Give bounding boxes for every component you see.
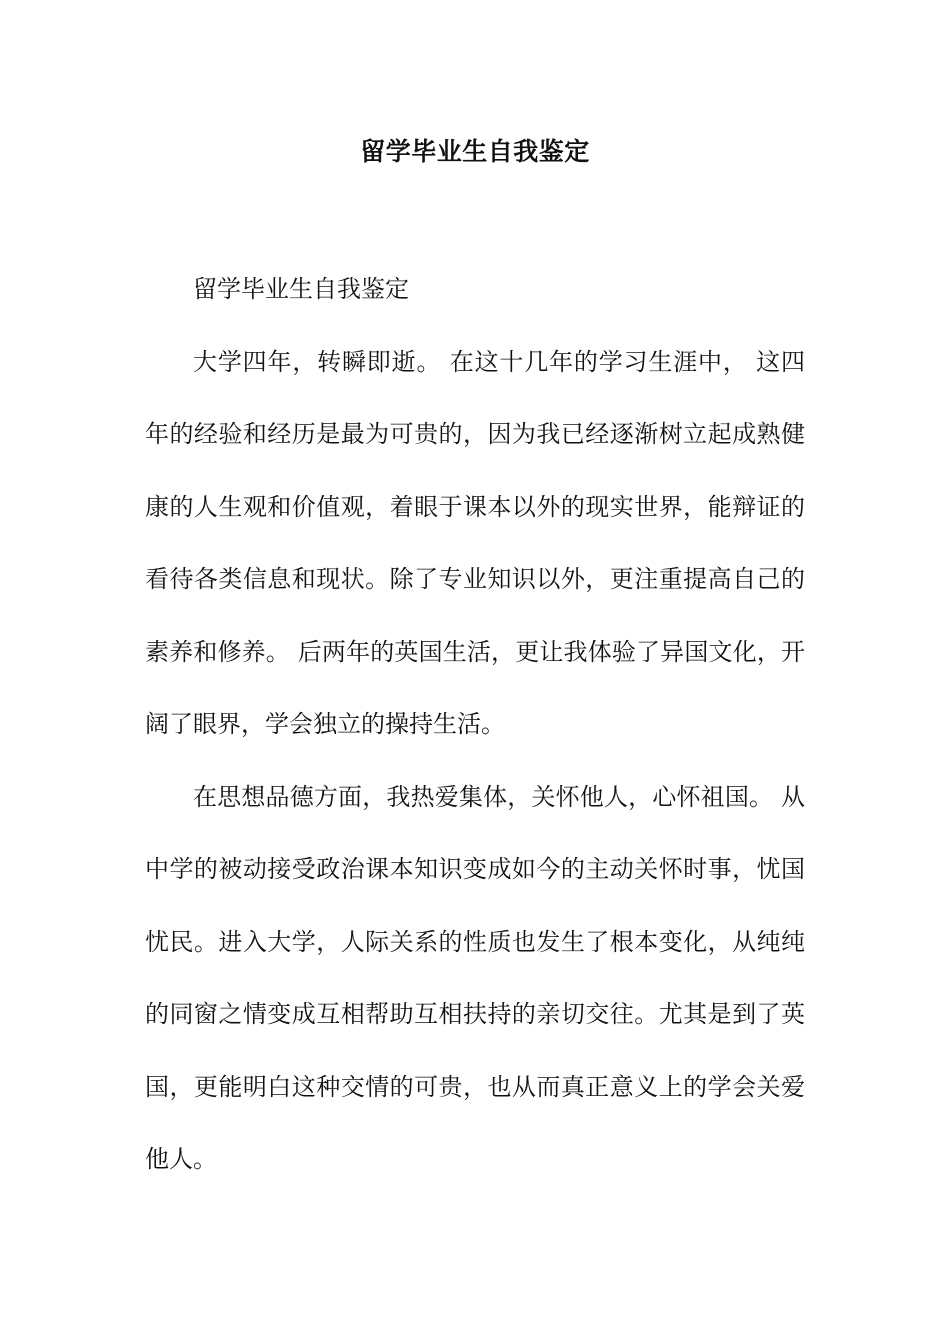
paragraph-subtitle: 留学毕业生自我鉴定 xyxy=(193,275,409,303)
document-body xyxy=(145,253,805,1196)
paragraph-moral-character: 在思想品德方面，我热爱集体，关怀他人，心怀祖国。 从中学的被动接受政治课本知识变成如今的主动关怀时事，忧国忧民。进入大学，人际关系的性质也发生了根本变化，从纯纯的同窗之情变成互相帮助互相扶持的亲切交往。尤其是到了英国，更能明白这种交情的可贵，也从而真正意义上的学会关爱他人。 xyxy=(145,782,805,1173)
paragraph-university-years: 大学四年，转瞬即逝。 在这十几年的学习生涯中， 这四年的经验和经历是最为可贵的，因为我已经逐渐树立起成熟健康的人生观和价值观，着眼于课本以外的现实世界，能辩证的看待各类信息和现状。除了专业知识以外，更注重提高自己的素养和修养。 后两年的英国生活，更让我体验了异国文化，开阔了眼界，学会独立的操持生活。 xyxy=(145,347,805,738)
document-title: 留学毕业生自我鉴定 xyxy=(360,137,590,166)
